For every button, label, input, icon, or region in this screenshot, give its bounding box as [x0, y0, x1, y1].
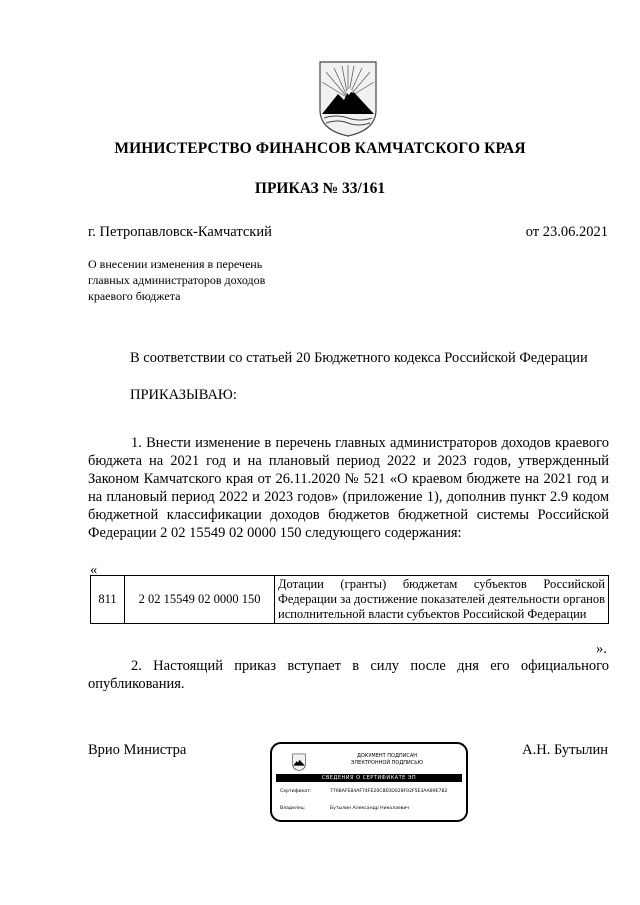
stamp-line: ЭЛЕКТРОННОЙ ПОДПИСЬЮ: [350, 760, 424, 766]
e-signature-stamp: [270, 742, 468, 822]
owner-value: Бутылин Александр Николаевич: [330, 806, 410, 811]
description-cell: Дотации (гранты) бюджетам субъектов Российской Федерации за достижение показателей деятельности органов исполнительной власти субъектов Российской Федерации: [275, 576, 609, 624]
admin-code-cell: 811: [91, 576, 125, 624]
stamp-heading: [322, 753, 452, 767]
certificate-label: Сертификат:: [280, 789, 312, 794]
kbk-cell: 2 02 15549 02 0000 150: [125, 576, 275, 624]
quote-close: ».: [596, 641, 607, 657]
coat-of-arms-icon: [316, 58, 380, 138]
subject-line: О внесении изменения в перечень: [88, 257, 263, 271]
order-subject: [88, 256, 308, 304]
subject-line: краевого бюджета: [88, 289, 181, 303]
signatory-name: А.Н. Бутылин: [522, 742, 608, 758]
stamp-certificate-row: [280, 789, 448, 795]
signatory-title: Врио Министра: [88, 742, 187, 758]
stamp-owner-row: [280, 806, 409, 812]
quote-open: «: [90, 562, 98, 578]
paragraph-1: 1. Внести изменение в перечень главных администраторов доходов краевого бюджета на 2021 год и на плановый период 2022 и 2023 годов, утвержденный Законом Камчатского края от 26.11.2020 № 521 «О краевом бюджете на 2021 год и на плановый период 2022 и 2023 годов» (приложение 1), дополнив пункт 2.9 кодом бюджетной классификации доходов бюджетов бюджетной системы Российской Федерации 2 02 15549 02 0000 150 следующего содержания:: [88, 435, 609, 541]
certificate-value: 7768AFE84AF74FE20C8E0D028F02F5E3AA89E7B2: [330, 789, 448, 794]
classification-table: [90, 575, 609, 624]
owner-label: Владелец:: [280, 806, 306, 811]
order-title: ПРИКАЗ № 33/161: [254, 180, 386, 197]
legal-basis: В соответствии со статьей 20 Бюджетного кодекса Российской Федерации: [130, 350, 588, 366]
stamp-bar: СВЕДЕНИЯ О СЕРТИФИКАТЕ ЭП: [276, 774, 462, 782]
city: г. Петропавловск-Камчатский: [88, 224, 272, 240]
ministry-heading: МИНИСТЕРСТВО ФИНАНСОВ КАМЧАТСКОГО КРАЯ: [114, 140, 526, 157]
stamp-line: ДОКУМЕНТ ПОДПИСАН: [356, 753, 418, 759]
table-row: [91, 576, 609, 624]
order-word: ПРИКАЗЫВАЮ:: [130, 387, 237, 403]
subject-line: главных администраторов доходов: [88, 273, 266, 287]
coat-of-arms-icon: [290, 753, 308, 771]
order-date: от 23.06.2021: [525, 224, 608, 240]
paragraph-2: 2. Настоящий приказ вступает в силу после дня его официального опубликования.: [88, 658, 609, 692]
